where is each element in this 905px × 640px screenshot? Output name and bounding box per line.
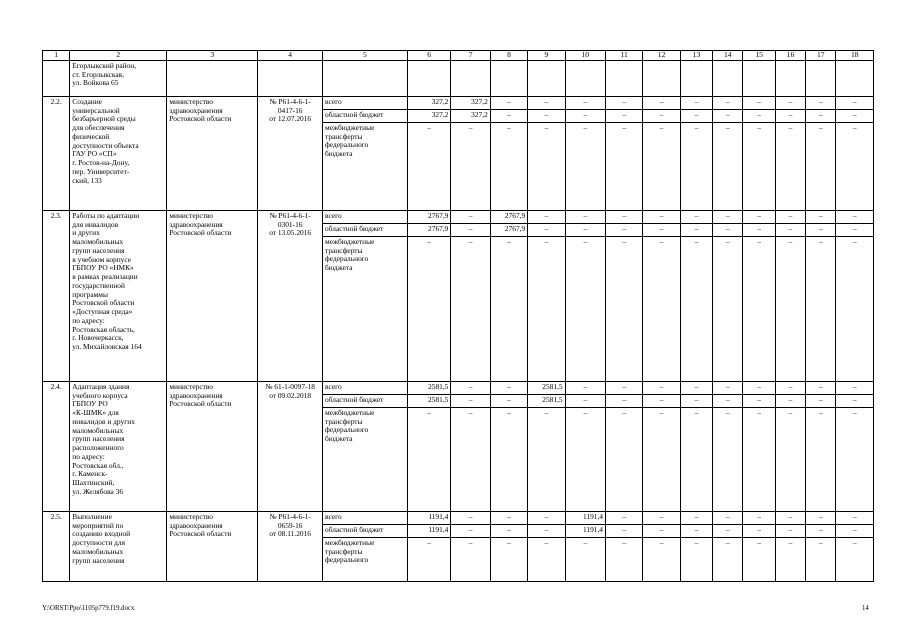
amount-cell: –	[713, 408, 743, 512]
column-number: 14	[713, 51, 743, 61]
amount-cell: –	[643, 224, 680, 237]
column-number: 4	[258, 51, 323, 61]
amount-cell: –	[643, 97, 680, 110]
column-number: 9	[528, 51, 565, 61]
column-number: 1	[43, 51, 70, 61]
entry-number: 2.3.	[43, 211, 70, 382]
funding-source: всего	[323, 512, 408, 525]
amount-cell: 2767,9	[407, 224, 450, 237]
column-number: 12	[643, 51, 680, 61]
amount-cell: –	[836, 395, 874, 408]
amount-cell: –	[836, 224, 874, 237]
amount-cell: –	[836, 512, 874, 525]
amount-cell: 1191,4	[407, 512, 450, 525]
column-number: 7	[451, 51, 490, 61]
responsible-org: министерство здравоохранения Ростовской области	[167, 211, 258, 382]
amount-cell: –	[606, 512, 643, 525]
column-number: 16	[775, 51, 805, 61]
column-number: 18	[836, 51, 874, 61]
funding-source: областной бюджет	[323, 395, 408, 408]
table-row	[43, 61, 874, 97]
amount-cell: –	[680, 224, 712, 237]
column-number: 8	[490, 51, 527, 61]
amount-cell: –	[836, 525, 874, 538]
amount-cell: –	[743, 97, 775, 110]
table-row	[43, 512, 874, 525]
amount-cell: –	[606, 110, 643, 123]
amount-cell: –	[713, 97, 743, 110]
column-number: 3	[167, 51, 258, 61]
table-row	[43, 211, 874, 224]
column-number: 6	[407, 51, 450, 61]
amount-cell: –	[565, 408, 605, 512]
amount-cell: –	[606, 224, 643, 237]
file-path: Y:\ORST\Ppo\1105p779.f19.docx	[42, 605, 135, 612]
amount-cell: –	[407, 538, 450, 582]
amount-cell: –	[565, 237, 605, 382]
amount-cell: –	[713, 211, 743, 224]
amount-cell: –	[713, 525, 743, 538]
entry-number: 2.4.	[43, 382, 70, 512]
column-number: 2	[70, 51, 167, 61]
document-ref: № 61-1-0097-18 от 09.02.2018	[258, 382, 323, 512]
amount-cell: –	[565, 123, 605, 211]
amount-cell: –	[451, 224, 490, 237]
amount-cell: –	[680, 97, 712, 110]
amount-cell: –	[775, 382, 805, 395]
amount-cell: –	[407, 237, 450, 382]
amount-cell: –	[775, 110, 805, 123]
amount-cell: –	[528, 224, 565, 237]
amount-cell: 2767,9	[490, 224, 527, 237]
amount-cell: –	[643, 525, 680, 538]
amount-cell: –	[775, 97, 805, 110]
amount-cell: 2581,5	[528, 382, 565, 395]
amount-cell: –	[743, 224, 775, 237]
amount-cell: –	[606, 97, 643, 110]
amount-cell: 2767,9	[407, 211, 450, 224]
amount-cell: –	[743, 211, 775, 224]
amount-cell: –	[743, 237, 775, 382]
amount-cell: –	[451, 395, 490, 408]
amount-cell: –	[606, 525, 643, 538]
amount-cell: –	[713, 110, 743, 123]
amount-cell: –	[606, 123, 643, 211]
amount-cell: –	[451, 123, 490, 211]
amount-cell: –	[643, 538, 680, 582]
amount-cell: 1191,4	[565, 512, 605, 525]
amount-cell: –	[451, 408, 490, 512]
amount-cell: 327,2	[451, 110, 490, 123]
amount-cell: 327,2	[451, 97, 490, 110]
amount-cell: –	[743, 525, 775, 538]
document-ref: № Р61-4-6-1- 0301-16 от 13.05.2016	[258, 211, 323, 382]
amount-cell: –	[565, 110, 605, 123]
amount-cell: –	[806, 408, 836, 512]
amount-cell: –	[643, 110, 680, 123]
column-number: 15	[743, 51, 775, 61]
column-number: 11	[606, 51, 643, 61]
funding-source: областной бюджет	[323, 525, 408, 538]
funding-source: межбюджетные трансферты федерального бюджета	[323, 123, 408, 211]
amount-cell: –	[836, 237, 874, 382]
amount-cell: –	[680, 512, 712, 525]
amount-cell: 2581,5	[407, 382, 450, 395]
amount-cell: –	[606, 237, 643, 382]
amount-cell: –	[490, 123, 527, 211]
entry-name: Создание универсальной безбарьерной среды для обеспечения физической доступности объекта ГАУ РО «СП» г. Ростов-на-Дону, пер. Университет- ский, 133	[70, 97, 167, 211]
amount-cell: –	[743, 110, 775, 123]
amount-cell: –	[836, 123, 874, 211]
amount-cell: –	[490, 525, 527, 538]
funding-source: межбюджетные трансферты федерального бюджета	[323, 237, 408, 382]
column-number-row	[43, 51, 874, 61]
amount-cell: –	[606, 395, 643, 408]
amount-cell: –	[713, 395, 743, 408]
amount-cell: –	[836, 211, 874, 224]
amount-cell: –	[407, 123, 450, 211]
amount-cell: –	[643, 211, 680, 224]
amount-cell: –	[775, 408, 805, 512]
entry-name: Выполнение мероприятий по созданию входной доступности для маломобильных групп населения	[70, 512, 167, 582]
amount-cell: –	[743, 123, 775, 211]
amount-cell: 2581,5	[407, 395, 450, 408]
amount-cell: –	[713, 224, 743, 237]
address-continuation: Егорлыкский район, ст. Егорлыкская, ул. Войкова 65	[70, 61, 167, 97]
amount-cell: –	[451, 211, 490, 224]
amount-cell: –	[713, 123, 743, 211]
amount-cell: –	[775, 525, 805, 538]
amount-cell: –	[606, 538, 643, 582]
document-ref: № Р61-4-6-1- 0659-16 от 08.11.2016	[258, 512, 323, 582]
amount-cell: –	[836, 97, 874, 110]
amount-cell: –	[806, 395, 836, 408]
amount-cell: –	[743, 512, 775, 525]
amount-cell: –	[565, 382, 605, 395]
responsible-org: министерство здравоохранения Ростовской области	[167, 97, 258, 211]
amount-cell: –	[565, 395, 605, 408]
amount-cell: –	[680, 408, 712, 512]
amount-cell: –	[743, 395, 775, 408]
amount-cell: –	[565, 211, 605, 224]
amount-cell: –	[451, 525, 490, 538]
amount-cell: –	[528, 538, 565, 582]
amount-cell: –	[836, 408, 874, 512]
funding-source: межбюджетные трансферты федерального бюджета	[323, 408, 408, 512]
table-row	[43, 382, 874, 395]
amount-cell: –	[680, 525, 712, 538]
amount-cell: 2767,9	[490, 211, 527, 224]
funding-source: областной бюджет	[323, 224, 408, 237]
amount-cell: –	[643, 395, 680, 408]
amount-cell: –	[806, 123, 836, 211]
amount-cell: –	[643, 382, 680, 395]
amount-cell: –	[806, 97, 836, 110]
amount-cell: –	[680, 538, 712, 582]
funding-source: всего	[323, 211, 408, 224]
amount-cell: –	[490, 382, 527, 395]
amount-cell: –	[775, 224, 805, 237]
amount-cell: –	[775, 237, 805, 382]
entry-name: Работы по адаптации для инвалидов и других маломобильных групп населения в учебном корпусе ГБПОУ РО «НМК» в рамках реализации государственной программы Ростовской области «Доступная среда» по адресу: Ростовская область, г. Новочеркасск, ул. Михайловская 164	[70, 211, 167, 382]
amount-cell: –	[806, 525, 836, 538]
column-number: 17	[806, 51, 836, 61]
entry-number: 2.2.	[43, 97, 70, 211]
column-number: 5	[323, 51, 408, 61]
amount-cell: –	[490, 110, 527, 123]
amount-cell: –	[713, 382, 743, 395]
amount-cell: –	[743, 538, 775, 582]
amount-cell: –	[565, 224, 605, 237]
responsible-org: министерство здравоохранения Ростовской области	[167, 512, 258, 582]
responsible-org: министерство здравоохранения Ростовской области	[167, 382, 258, 512]
amount-cell: –	[528, 525, 565, 538]
amount-cell: –	[451, 512, 490, 525]
amount-cell: –	[806, 211, 836, 224]
amount-cell: –	[528, 97, 565, 110]
amount-cell: –	[565, 538, 605, 582]
amount-cell: –	[775, 512, 805, 525]
amount-cell: –	[606, 408, 643, 512]
amount-cell: –	[407, 408, 450, 512]
amount-cell: –	[528, 512, 565, 525]
amount-cell: –	[836, 538, 874, 582]
amount-cell: –	[490, 237, 527, 382]
amount-cell: –	[565, 97, 605, 110]
amount-cell: –	[528, 110, 565, 123]
amount-cell: 327,2	[407, 97, 450, 110]
funding-source: всего	[323, 97, 408, 110]
amount-cell: 327,2	[407, 110, 450, 123]
amount-cell: –	[490, 512, 527, 525]
amount-cell: –	[806, 538, 836, 582]
table-row	[43, 97, 874, 110]
page-number: 14	[862, 605, 869, 612]
amount-cell: –	[451, 382, 490, 395]
amount-cell: –	[528, 237, 565, 382]
amount-cell: –	[775, 211, 805, 224]
amount-cell: –	[806, 224, 836, 237]
amount-cell: –	[680, 395, 712, 408]
amount-cell: –	[680, 123, 712, 211]
amount-cell: –	[806, 512, 836, 525]
amount-cell: –	[528, 408, 565, 512]
amount-cell: 1191,4	[565, 525, 605, 538]
amount-cell: –	[528, 123, 565, 211]
amount-cell: –	[743, 382, 775, 395]
amount-cell: –	[713, 237, 743, 382]
amount-cell: –	[680, 237, 712, 382]
amount-cell: –	[836, 110, 874, 123]
financing-table	[42, 50, 874, 582]
amount-cell: –	[713, 538, 743, 582]
column-number: 10	[565, 51, 605, 61]
amount-cell: 2581,5	[528, 395, 565, 408]
amount-cell: –	[806, 382, 836, 395]
amount-cell: –	[490, 538, 527, 582]
amount-cell: –	[775, 395, 805, 408]
amount-cell: –	[806, 237, 836, 382]
amount-cell: –	[528, 211, 565, 224]
funding-source: областной бюджет	[323, 110, 408, 123]
funding-source: межбюджетные трансферты федерального	[323, 538, 408, 582]
amount-cell: –	[643, 408, 680, 512]
amount-cell: –	[490, 395, 527, 408]
amount-cell: –	[806, 110, 836, 123]
amount-cell: –	[451, 237, 490, 382]
amount-cell: 1191,4	[407, 525, 450, 538]
funding-source: всего	[323, 382, 408, 395]
amount-cell: –	[680, 211, 712, 224]
amount-cell: –	[775, 538, 805, 582]
amount-cell: –	[713, 512, 743, 525]
amount-cell: –	[451, 538, 490, 582]
amount-cell: –	[643, 237, 680, 382]
amount-cell: –	[643, 512, 680, 525]
amount-cell: –	[643, 123, 680, 211]
amount-cell: –	[490, 408, 527, 512]
document-ref: № Р61-4-6-1- 0417-16 от 12.07.2016	[258, 97, 323, 211]
amount-cell: –	[775, 123, 805, 211]
amount-cell: –	[606, 211, 643, 224]
column-number: 13	[680, 51, 712, 61]
amount-cell: –	[680, 110, 712, 123]
amount-cell: –	[490, 97, 527, 110]
amount-cell: –	[836, 382, 874, 395]
entry-number: 2.5.	[43, 512, 70, 582]
amount-cell: –	[743, 408, 775, 512]
amount-cell: –	[680, 382, 712, 395]
entry-name: Адаптация здания учебного корпуса ГБПОУ РО «К-ШМК» для инвалидов и других маломобильных групп населения расположенного по адресу: Ростовская обл., г. Каменск- Шахтинский, ул. Желябова 36	[70, 382, 167, 512]
amount-cell: –	[606, 382, 643, 395]
